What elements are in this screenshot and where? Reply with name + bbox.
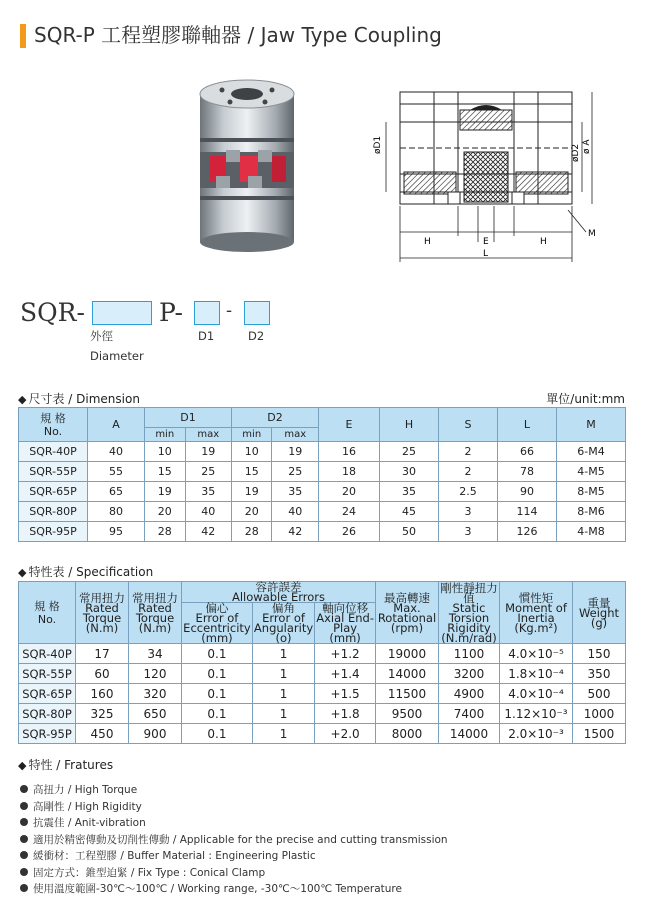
coupling-photo	[188, 76, 304, 256]
feature-item	[20, 815, 448, 832]
value-cell: 65	[88, 482, 145, 502]
spec-header-speed: 最高轉速 Max. Rotational (rpm)	[376, 582, 439, 644]
value-cell: 1500	[573, 724, 626, 744]
value-cell: 8-M6	[557, 502, 626, 522]
value-cell: 42	[272, 522, 319, 542]
value-cell: 2.0×10⁻³	[500, 724, 573, 744]
dimension-heading	[18, 390, 140, 407]
features-title: 特性 / Fratures	[28, 758, 114, 772]
value-cell: 40	[272, 502, 319, 522]
value-cell: 1	[252, 644, 314, 664]
value-cell: 126	[498, 522, 557, 542]
feature-text: 固定方式：錐型迫緊 / Fix Type : Conical Clamp	[33, 866, 266, 879]
dim-header-h: H	[380, 408, 439, 442]
code-outer-label: 外徑	[90, 329, 113, 343]
value-cell: 500	[573, 684, 626, 704]
value-cell: 1	[252, 704, 314, 724]
diamond-icon: ◆	[18, 759, 27, 772]
code-prefix: SQR-	[20, 298, 85, 327]
page-title: SQR-P 工程塑膠聯軸器 / Jaw Type Coupling	[34, 23, 442, 47]
value-cell: 95	[88, 522, 145, 542]
value-cell: 40	[185, 502, 231, 522]
value-cell: 350	[573, 664, 626, 684]
value-cell: 60	[76, 664, 129, 684]
label-d1: øD1	[373, 135, 383, 154]
value-cell: 19000	[376, 644, 439, 664]
value-cell: 150	[573, 644, 626, 664]
bullet-icon	[20, 884, 28, 892]
feature-item	[20, 832, 448, 849]
value-cell: 120	[129, 664, 182, 684]
value-cell: 1100	[439, 644, 500, 664]
value-cell: 14000	[439, 724, 500, 744]
value-cell: 18	[319, 462, 380, 482]
value-cell: 15	[231, 462, 272, 482]
value-cell: 2	[439, 462, 498, 482]
value-cell: 19	[231, 482, 272, 502]
value-cell: 40	[88, 442, 145, 462]
value-cell: 78	[498, 462, 557, 482]
value-cell: 8-M5	[557, 482, 626, 502]
value-cell: +1.2	[315, 644, 376, 664]
code-diameter-label: Diameter	[90, 349, 144, 363]
model-cell: SQR-95P	[19, 724, 76, 744]
value-cell: 16	[319, 442, 380, 462]
dim-header-d1-min: min	[145, 428, 186, 442]
label-a: ø A	[582, 139, 592, 154]
spec-header-ecc: 偏心 Error of Eccentricity (mm)	[183, 601, 251, 645]
value-cell: 4-M8	[557, 522, 626, 542]
value-cell: 900	[129, 724, 182, 744]
value-cell: 2	[439, 442, 498, 462]
spec-header-rated-torque: 常用扭力 Rated Torque (N.m)	[76, 582, 129, 644]
model-cell: SQR-40P	[19, 644, 76, 664]
bullet-icon	[20, 835, 28, 843]
spec-header-rigidity: 剛性靜扭力值 Static Torsion Rigidity (N.m/rad)	[440, 580, 498, 645]
code-outer-box	[92, 301, 152, 325]
value-cell: 0.1	[182, 724, 253, 744]
spec-table	[18, 581, 626, 744]
value-cell: 2.5	[439, 482, 498, 502]
bullet-icon	[20, 851, 28, 859]
feature-item	[20, 881, 448, 898]
value-cell: 650	[129, 704, 182, 724]
table-row	[19, 462, 626, 482]
value-cell: 26	[319, 522, 380, 542]
value-cell: 20	[319, 482, 380, 502]
value-cell: 25	[272, 462, 319, 482]
value-cell: 0.1	[182, 644, 253, 664]
value-cell: 25	[380, 442, 439, 462]
value-cell: +1.8	[315, 704, 376, 724]
value-cell: 9500	[376, 704, 439, 724]
table-row	[19, 724, 626, 744]
value-cell: 3	[439, 502, 498, 522]
feature-item	[20, 848, 448, 865]
value-cell: 1.8×10⁻⁴	[500, 664, 573, 684]
value-cell: 34	[129, 644, 182, 664]
dim-header-model: 規 格 No.	[19, 408, 88, 442]
value-cell: +1.5	[315, 684, 376, 704]
value-cell: +2.0	[315, 724, 376, 744]
dim-header-m: M	[557, 408, 626, 442]
value-cell: 15	[145, 462, 186, 482]
feature-text: 使用溫度範圍-30℃～100℃ / Working range, -30℃～100℃ Temperature	[33, 883, 402, 895]
feature-text: 高剛性 / High Rigidity	[33, 800, 142, 813]
value-cell: 114	[498, 502, 557, 522]
value-cell: 35	[380, 482, 439, 502]
value-cell: 17	[76, 644, 129, 664]
bullet-icon	[20, 818, 28, 826]
model-cell: SQR-95P	[19, 522, 88, 542]
model-cell: SQR-65P	[19, 482, 88, 502]
dim-header-d2-min: min	[231, 428, 272, 442]
model-cell: SQR-80P	[19, 502, 88, 522]
feature-item	[20, 799, 448, 816]
value-cell: 14000	[376, 664, 439, 684]
bullet-icon	[20, 802, 28, 810]
value-cell: 50	[380, 522, 439, 542]
bullet-icon	[20, 868, 28, 876]
label-e: E	[483, 237, 489, 247]
table-row	[19, 684, 626, 704]
value-cell: 4.0×10⁻⁵	[500, 644, 573, 664]
value-cell: 3200	[439, 664, 500, 684]
features-heading	[18, 756, 113, 773]
spec-header-axial: 軸向位移 Axial End- Play (mm)	[316, 601, 374, 645]
dim-header-d1-max: max	[185, 428, 231, 442]
value-cell: 30	[380, 462, 439, 482]
value-cell: 0.1	[182, 704, 253, 724]
feature-text: 緩衝材：工程塑膠 / Buffer Material : Engineering Plastic	[33, 850, 316, 862]
spec-title: 特性表 / Specification	[28, 565, 154, 579]
value-cell: 325	[76, 704, 129, 724]
value-cell: 4.0×10⁻⁴	[500, 684, 573, 704]
value-cell: 90	[498, 482, 557, 502]
value-cell: 35	[272, 482, 319, 502]
label-m: M	[588, 229, 596, 239]
value-cell: 19	[185, 442, 231, 462]
model-cell: SQR-80P	[19, 704, 76, 724]
dim-header-a: A	[88, 408, 145, 442]
value-cell: 4900	[439, 684, 500, 704]
table-row	[19, 704, 626, 724]
title-accent-bar	[20, 24, 26, 48]
spec-header-inertia: 慣性矩 Moment of Inertia (Kg.m²)	[500, 582, 573, 644]
label-d2: øD2	[571, 143, 581, 162]
value-cell: 0.1	[182, 664, 253, 684]
code-dash: -	[226, 300, 233, 321]
value-cell: 66	[498, 442, 557, 462]
spec-header-model: 規 格 No.	[19, 582, 76, 644]
feature-text: 抗震佳 / Anit-vibration	[33, 817, 146, 829]
value-cell: 35	[185, 482, 231, 502]
diamond-icon: ◆	[18, 566, 27, 579]
value-cell: 11500	[376, 684, 439, 704]
code-d2-label: D2	[248, 329, 265, 343]
dimension-title: 尺寸表 / Dimension	[28, 392, 140, 406]
unit-label: 單位/unit:mm	[546, 392, 625, 406]
model-cell: SQR-40P	[19, 442, 88, 462]
dim-header-l: L	[498, 408, 557, 442]
value-cell: 55	[88, 462, 145, 482]
value-cell: +1.4	[315, 664, 376, 684]
coupling-drawing	[368, 82, 600, 268]
value-cell: 1	[252, 724, 314, 744]
value-cell: 19	[272, 442, 319, 462]
code-d1-label: D1	[198, 329, 215, 343]
table-row	[19, 502, 626, 522]
model-cell: SQR-55P	[19, 462, 88, 482]
value-cell: 8000	[376, 724, 439, 744]
value-cell: 1	[252, 664, 314, 684]
value-cell: 3	[439, 522, 498, 542]
feature-item	[20, 865, 448, 882]
value-cell: 24	[319, 502, 380, 522]
model-cell: SQR-55P	[19, 664, 76, 684]
value-cell: 28	[231, 522, 272, 542]
value-cell: 28	[145, 522, 186, 542]
diamond-icon: ◆	[18, 393, 27, 406]
spec-header-errors: 容許誤差 Allowable Errors	[182, 582, 376, 603]
value-cell: 0.1	[182, 684, 253, 704]
features-list	[20, 782, 448, 898]
value-cell: 10	[231, 442, 272, 462]
label-l: L	[483, 249, 489, 259]
label-h-left: H	[424, 237, 431, 247]
spec-header-max-torque: 常用扭力 Rated Torque (N.m)	[129, 582, 182, 644]
spec-header-ang: 偏角 Error of Angularity (o)	[253, 601, 314, 645]
dim-header-d2: D2	[231, 408, 318, 428]
label-h-right: H	[540, 237, 547, 247]
table-row	[19, 442, 626, 462]
code-d1-box	[194, 301, 220, 325]
value-cell: 25	[185, 462, 231, 482]
model-cell: SQR-65P	[19, 684, 76, 704]
dim-header-d1: D1	[145, 408, 232, 428]
value-cell: 80	[88, 502, 145, 522]
value-cell: 20	[145, 502, 186, 522]
value-cell: 7400	[439, 704, 500, 724]
code-mid: P-	[159, 298, 183, 327]
feature-text: 適用於精密傳動及切削性傳動 / Applicable for the precise and cutting transmission	[33, 833, 448, 846]
dim-header-e: E	[319, 408, 380, 442]
value-cell: 42	[185, 522, 231, 542]
value-cell: 10	[145, 442, 186, 462]
feature-item	[20, 782, 448, 799]
dimension-table	[18, 407, 626, 542]
value-cell: 1.12×10⁻³	[500, 704, 573, 724]
dim-header-s: S	[439, 408, 498, 442]
spec-header-weight: 重量 Weight (g)	[573, 582, 626, 644]
value-cell: 6-M4	[557, 442, 626, 462]
table-row	[19, 522, 626, 542]
value-cell: 450	[76, 724, 129, 744]
value-cell: 19	[145, 482, 186, 502]
table-row	[19, 482, 626, 502]
value-cell: 320	[129, 684, 182, 704]
feature-text: 高扭力 / High Torque	[33, 784, 138, 796]
value-cell: 1	[252, 684, 314, 704]
value-cell: 1000	[573, 704, 626, 724]
table-row	[19, 664, 626, 684]
bullet-icon	[20, 785, 28, 793]
value-cell: 4-M5	[557, 462, 626, 482]
value-cell: 20	[231, 502, 272, 522]
value-cell: 45	[380, 502, 439, 522]
value-cell: 160	[76, 684, 129, 704]
code-d2-box	[244, 301, 270, 325]
spec-heading	[18, 563, 153, 580]
table-row	[19, 644, 626, 664]
page-title-block	[20, 22, 620, 48]
dim-header-d2-max: max	[272, 428, 319, 442]
